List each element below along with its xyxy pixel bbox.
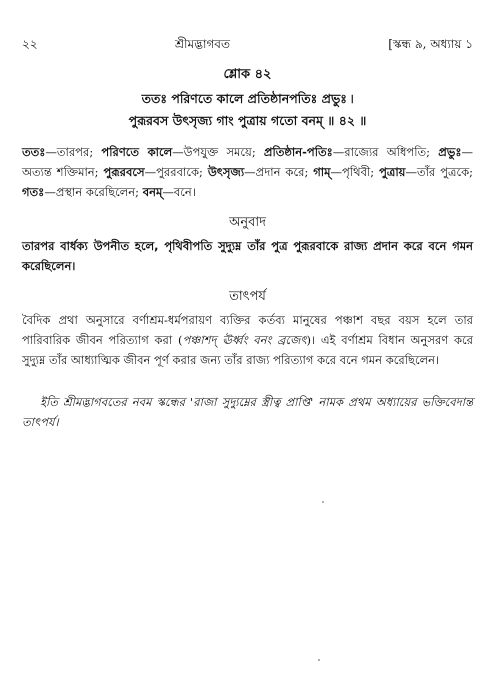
synonym-term: উৎসৃজ্য	[207, 165, 245, 179]
scan-speck	[318, 659, 320, 661]
book-title: শ্রীমদ্ভাগবত	[174, 37, 230, 51]
purport-text-before: বৈদিক প্রথা অনুসারে বর্ণাশ্রম-ধর্মপরায়ণ ব্যক্তির কর্তব্য মানুষের পঞ্চাশ বছর বয়স হলে তার পারিবারিক জীবন পরিত্যাগ করা (	[22, 313, 473, 347]
word-for-word-synonyms: ততঃ—তারপর; পরিণতে কালে—উপযুক্ত সময়ে; প্রতিষ্ঠান-পতিঃ—রাজ্যের অধিপতি; প্রভুঃ—অত্যন্ত শক্তিমান; পুরূরবসে—পুররবাকে; উৎসৃজ্য—প্রদান করে; গাম্—পৃথিবী; পুত্রায়—তাঁর পুত্রকে; গতঃ—প্রস্থান করেছিলেন; বনম্—বনে।	[22, 145, 474, 199]
synonym-term: পুত্রায়	[379, 165, 406, 179]
purport-quote: পঞ্চাশদ্ ঊর্ধ্বং বনং ব্রজেৎ	[182, 333, 307, 347]
synonym-meaning: —তারপর	[45, 145, 90, 159]
verse-heading: শ্লোক ৪২	[223, 67, 272, 82]
synonym-term: পুরূরবসে	[103, 165, 145, 179]
synonym-meaning: —অত্যন্ত শক্তিমান	[22, 145, 474, 179]
synonym-term: প্রভুঃ	[438, 145, 462, 159]
section-reference: [স্কন্ধ ৯, অধ্যায় ১	[388, 37, 473, 51]
synonym-term: বনম্	[142, 185, 163, 199]
translation-heading: অনুবাদ	[229, 215, 266, 230]
scan-speck	[322, 501, 324, 503]
synonym-meaning: —পুররবাকে	[144, 165, 199, 179]
synonym-meaning: —প্রস্থান করেছিলেন	[44, 185, 136, 199]
purport-heading: তাৎপর্য	[229, 289, 266, 304]
synonym-meaning: —রাজ্যের অধিপতি	[332, 145, 427, 159]
synonym-meaning: —বনে।	[162, 185, 196, 199]
page-number: ২২	[22, 37, 38, 51]
synonym-term: ততঃ	[22, 145, 46, 159]
synonym-term: প্রতিষ্ঠান-পতিঃ	[263, 145, 333, 159]
synonym-meaning: —পৃথিবী	[330, 165, 371, 179]
running-header	[22, 36, 473, 52]
synonym-term: গতঃ	[22, 185, 45, 199]
translation-text: তারপর বার্ধক্য উপনীত হলে, পৃথিবীপতি সুদ্যুম্ন তাঁর পুত্র পুরূরবাকে রাজ্য প্রদান করে বনে গমন করেছিলেন।	[22, 239, 473, 273]
synonym-term: গাম্	[313, 165, 331, 179]
verse-line-2: পুরূরবস উৎসৃজ্য গাং পুত্রায় গতো বনম্ ॥ ৪২ ॥	[128, 113, 367, 128]
verse-line-1: ততঃ পরিণতে কালে প্রতিষ্ঠানপতিঃ প্রভুঃ ৷	[141, 91, 354, 106]
synonym-meaning: —প্রদান করে	[244, 165, 305, 179]
synonym-meaning: —তাঁর পুত্রকে	[405, 165, 470, 179]
chapter-colophon: ইতি শ্রীমদ্ভাগবতের নবম স্কন্ধের 'রাজা সুদ্যুম্নের স্ত্রীত্ব প্রাপ্তি' নামক প্রথম অধ্যায়ের ভক্তিবেদান্ত তাৎপর্য।	[22, 395, 473, 429]
synonym-term: পরিণতে কালে	[101, 145, 173, 159]
synonym-meaning: —উপযুক্ত সময়ে	[172, 145, 252, 159]
purport-text-after: )। এই বর্ণাশ্রম বিধান অনুসরণ করে সুদ্যুম্ন তাঁর আধ্যাত্মিক জীবন পূর্ণ করার জন্য তাঁর রাজ্য পরিত্যাগ করে বনে গমন করেছিলেন।	[22, 333, 473, 367]
purport-text	[22, 310, 473, 370]
